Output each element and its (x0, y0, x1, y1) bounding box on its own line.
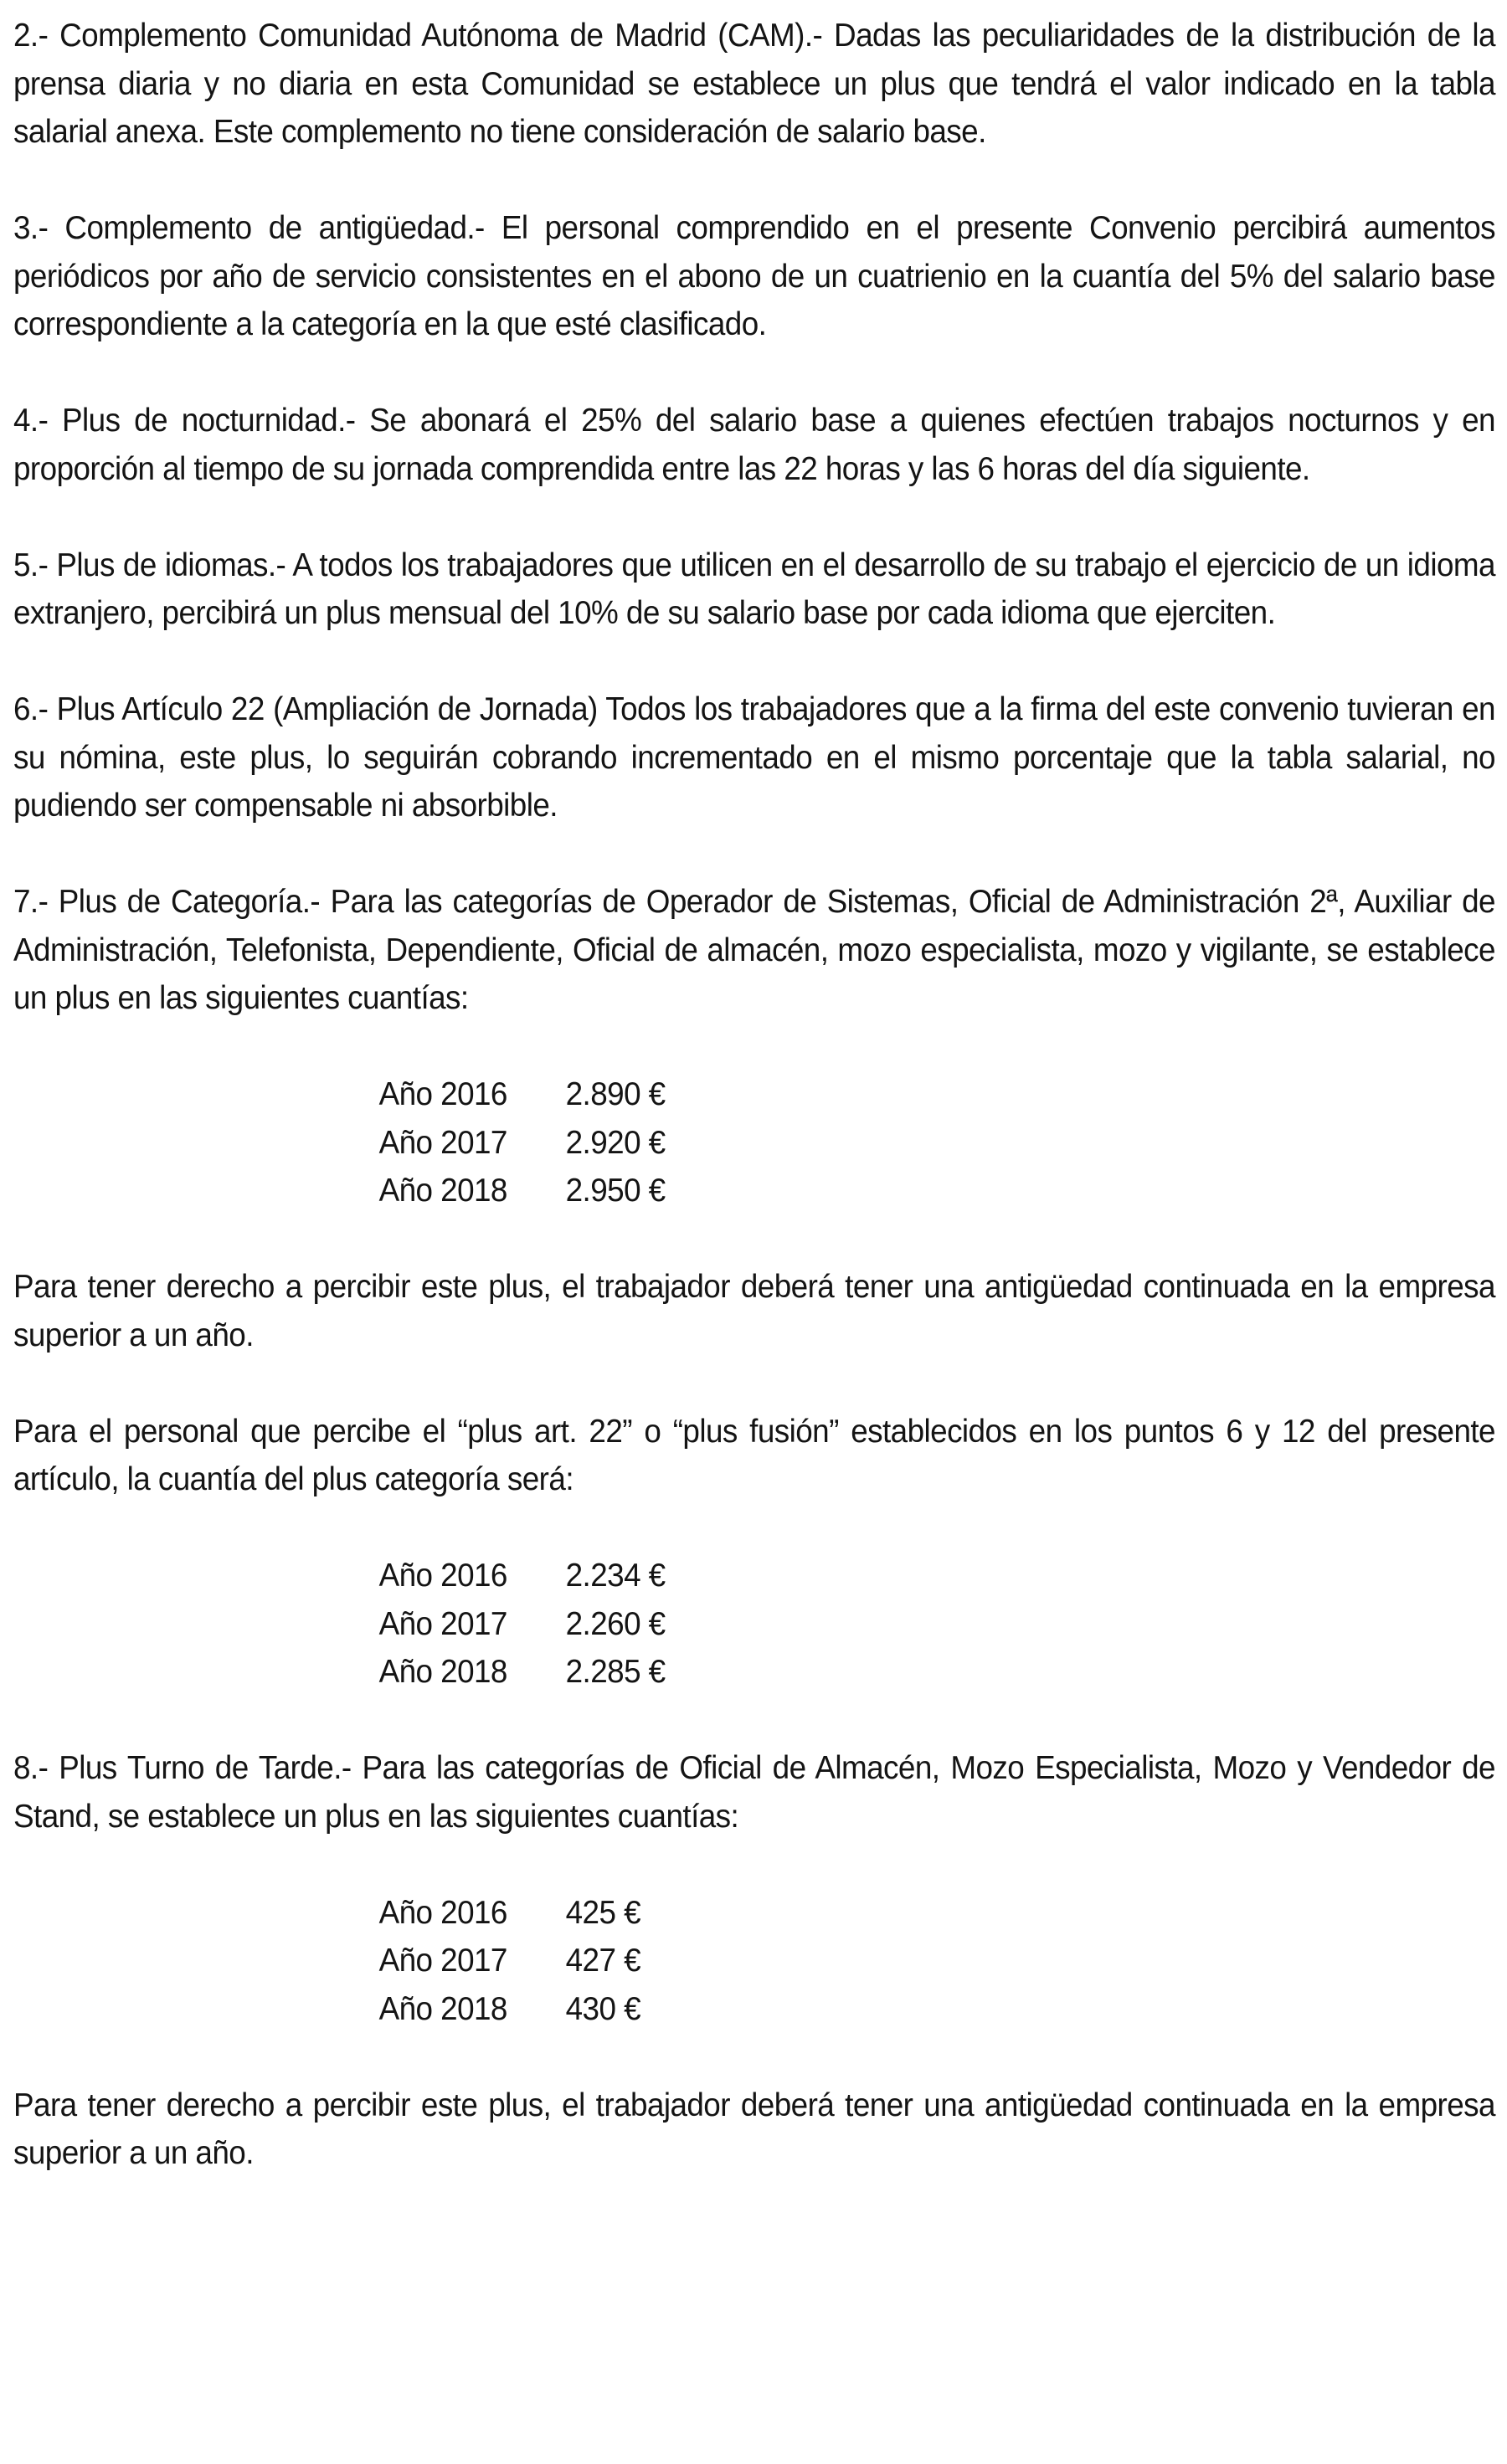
amount-year: Año 2017 (378, 1943, 507, 1979)
amount-year: Año 2017 (378, 1605, 507, 1642)
amount-row (379, 1552, 1495, 1600)
amount-value: 2.920 € (565, 1124, 666, 1161)
amount-year: Año 2018 (378, 1173, 507, 1209)
amount-row (379, 1600, 1495, 1649)
amount-value: 2.285 € (565, 1654, 666, 1690)
paragraph-plus-nocturnidad: 4.- Plus de nocturnidad.- Se abonará el 25% del salario base a quienes efectúen trabajos nocturnos y en proporción al tiempo de su jornada comprendida entre las 22 horas y las 6 horas del día siguiente. (13, 403, 1495, 487)
amount-year: Año 2016 (378, 1076, 507, 1112)
amount-row (379, 1070, 1495, 1119)
amount-year: Año 2018 (378, 1654, 507, 1690)
amount-row (379, 1889, 1495, 1938)
amount-year: Año 2018 (378, 1990, 507, 2027)
paragraph-plus-articulo-22: 6.- Plus Artículo 22 (Ampliación de Jornada) Todos los trabajadores que a la firma del este convenio tuvieran en su nómina, este plus, lo seguirán cobrando incrementado en el mismo porcentaje que la tabla salarial, no pudiendo ser compensable ni absorbible. (13, 691, 1495, 824)
amount-value: 425 € (565, 1894, 641, 1931)
amount-row (379, 1167, 1495, 1215)
paragraph-condicion-antiguedad-turno-tarde: Para tener derecho a percibir este plus, el trabajador deberá tener una antigüedad continuada en la empresa superior a un año. (13, 2087, 1495, 2171)
paragraph-plus-turno-tarde: 8.- Plus Turno de Tarde.- Para las categorías de Oficial de Almacén, Mozo Especialista, Mozo y Vendedor de Stand, se establece un plus en las siguientes cuantías: (13, 1750, 1495, 1835)
paragraph-complemento-antiguedad: 3.- Complemento de antigüedad.- El personal comprendido en el presente Convenio percibirá aumentos periódicos por año de servicio consistentes en el abono de un cuatrienio en la cuantía del 5% del salario base correspondiente a la categoría en la que esté clasificado. (13, 210, 1495, 342)
paragraph-condicion-antiguedad-categoria: Para tener derecho a percibir este plus, el trabajador deberá tener una antigüedad continuada en la empresa superior a un año. (13, 1269, 1495, 1353)
amounts-table-plus-categoria-art22 (13, 1552, 1495, 1697)
amount-value: 427 € (565, 1943, 641, 1979)
paragraph-plus-categoria-art22: Para el personal que percibe el “plus art. 22” o “plus fusión” establecidos en los puntos 6 y 12 del presente artículo, la cuantía del plus categoría será: (13, 1413, 1495, 1497)
amounts-table-plus-turno-tarde (13, 1889, 1495, 2034)
amount-value: 2.260 € (565, 1605, 666, 1642)
amount-row (379, 1119, 1495, 1168)
amount-year: Año 2017 (378, 1124, 507, 1161)
paragraph-complemento-cam: 2.- Complemento Comunidad Autónoma de Madrid (CAM).- Dadas las peculiaridades de la distribución de la prensa diaria y no diaria en esta Comunidad se establece un plus que tendrá el valor indicado en la tabla salarial anexa. Este complemento no tiene consideración de salario base. (13, 18, 1495, 150)
amount-row (379, 1648, 1495, 1697)
amount-row (379, 1985, 1495, 2034)
amount-value: 2.950 € (565, 1173, 666, 1209)
amount-value: 2.890 € (565, 1076, 666, 1112)
amount-year: Año 2016 (378, 1894, 507, 1931)
amounts-table-plus-categoria (13, 1070, 1495, 1215)
amount-value: 2.234 € (565, 1558, 666, 1594)
amount-row (379, 1937, 1495, 1985)
amount-value: 430 € (565, 1990, 641, 2027)
amount-year: Año 2016 (378, 1558, 507, 1594)
paragraph-plus-idiomas: 5.- Plus de idiomas.- A todos los trabajadores que utilicen en el desarrollo de su trabajo el ejercicio de un idioma extranjero, percibirá un plus mensual del 10% de su salario base por cada idioma que ejerciten. (13, 547, 1495, 631)
document-page (13, 12, 1495, 2225)
paragraph-plus-categoria: 7.- Plus de Categoría.- Para las categorías de Operador de Sistemas, Oficial de Administración 2ª, Auxiliar de Administración, Telefonista, Dependiente, Oficial de almacén, mozo especialista, mozo y vigilante, se establece un plus en las siguientes cuantías: (13, 884, 1495, 1016)
